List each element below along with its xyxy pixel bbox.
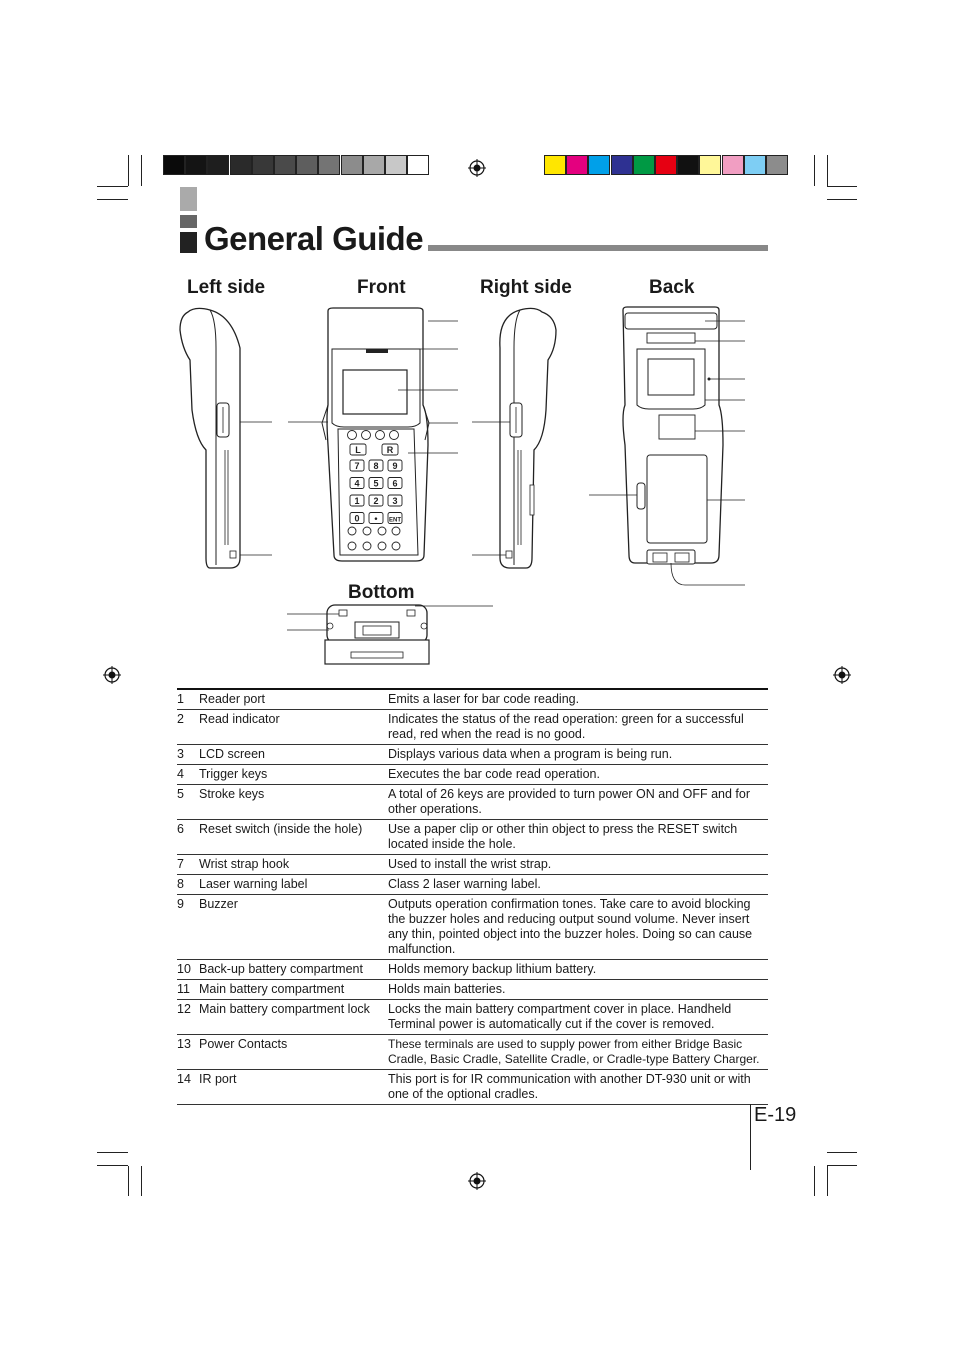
back-view-illustration	[585, 305, 750, 590]
part-description: Holds memory backup lithium battery.	[388, 962, 597, 976]
part-number: 8	[177, 877, 184, 891]
parts-row	[177, 785, 768, 820]
color-swatch	[766, 155, 788, 175]
keypad-key-label: •	[374, 513, 378, 524]
part-description: Used to install the wrist strap.	[388, 857, 552, 871]
keypad-key-label: 9	[392, 461, 398, 471]
gray-swatch	[407, 155, 429, 175]
part-name: Read indicator	[199, 712, 280, 726]
part-name: Reader port	[199, 692, 266, 706]
parts-row	[177, 765, 768, 785]
color-swatch	[588, 155, 610, 175]
part-name: Trigger keys	[199, 767, 268, 781]
bottom-view-illustration	[285, 600, 497, 670]
gray-swatch	[230, 155, 252, 175]
parts-row	[177, 960, 768, 980]
parts-row	[177, 689, 768, 710]
part-name: Reset switch (inside the hole)	[199, 822, 363, 836]
part-number: 10	[177, 962, 191, 976]
part-number: 2	[177, 712, 184, 726]
part-description: This port is for IR communication with another DT-930 unit or with one of the optional cradles.	[388, 1072, 751, 1101]
part-name: Laser warning label	[199, 877, 308, 891]
parts-row	[177, 980, 768, 1000]
part-description: Holds main batteries.	[388, 982, 506, 996]
part-description: Class 2 laser warning label.	[388, 877, 541, 891]
keypad-key-label: 0	[354, 513, 360, 524]
view-label-bottom: Bottom	[348, 582, 415, 603]
part-number: 5	[177, 787, 184, 801]
gray-swatch	[207, 155, 229, 175]
part-description: Executes the bar code read operation.	[388, 767, 600, 781]
keypad-key-label: 8	[373, 461, 379, 471]
parts-row	[177, 855, 768, 875]
color-swatch	[633, 155, 655, 175]
keypad-key-label: 3	[392, 496, 398, 506]
part-description: Locks the main battery compartment cover in place. Handheld Terminal power is automatically cut if the cover is removed.	[388, 1002, 732, 1031]
color-swatch	[677, 155, 699, 175]
part-number: 14	[177, 1072, 191, 1086]
parts-row	[177, 745, 768, 765]
view-label-back: Back	[649, 277, 695, 298]
registration-mark-top	[468, 159, 486, 177]
part-description: A total of 26 keys are provided to turn power ON and OFF and for other operations.	[388, 787, 750, 816]
parts-table	[177, 688, 768, 1105]
part-number: 1	[177, 692, 184, 706]
page-number-rule	[750, 1104, 751, 1170]
part-description: Use a paper clip or other thin object to press the RESET switch located inside the hole.	[388, 822, 738, 851]
gray-swatch	[296, 155, 318, 175]
keypad-key-label: 7	[354, 461, 360, 471]
parts-row	[177, 1000, 768, 1035]
part-name: Main battery compartment	[199, 982, 345, 996]
gray-swatch	[385, 155, 407, 175]
parts-row	[177, 1070, 768, 1105]
keypad-key-label: 2	[373, 496, 379, 506]
page-number: E-19	[754, 1104, 797, 1126]
part-name: Main battery compartment lock	[199, 1002, 370, 1016]
part-description: These terminals are used to supply power from either Bridge Basic Cradle, Basic Cradle, Satellite Cradle, or Cradle-type Battery Charger.	[388, 1037, 760, 1066]
parts-row	[177, 820, 768, 855]
view-label-left-side: Left side	[187, 277, 266, 298]
parts-row	[177, 710, 768, 745]
color-swatch	[699, 155, 721, 175]
keypad-key-label: R	[386, 445, 394, 455]
part-number: 13	[177, 1037, 191, 1051]
title-rule	[428, 245, 768, 251]
part-number: 7	[177, 857, 184, 871]
color-swatch	[566, 155, 588, 175]
color-swatch	[744, 155, 766, 175]
color-swatch	[722, 155, 744, 175]
color-swatch	[544, 155, 566, 175]
keypad-key-label: 5	[373, 478, 379, 489]
color-swatch	[655, 155, 677, 175]
parts-row	[177, 875, 768, 895]
registration-mark-right	[833, 666, 851, 684]
part-description: Emits a laser for bar code reading.	[388, 692, 580, 706]
part-name: Power Contacts	[199, 1037, 288, 1051]
view-label-front: Front	[357, 277, 406, 298]
part-number: 4	[177, 767, 184, 781]
part-number: 3	[177, 747, 184, 761]
gray-swatch	[163, 155, 185, 175]
part-name: Back-up battery compartment	[199, 962, 363, 976]
page-title: General Guide	[204, 220, 424, 257]
part-number: 6	[177, 822, 184, 836]
left-side-view-illustration	[170, 300, 280, 575]
part-name: Stroke keys	[199, 787, 265, 801]
parts-row	[177, 895, 768, 960]
view-label-right-side: Right side	[480, 277, 572, 298]
parts-row	[177, 1035, 768, 1070]
gray-swatch	[252, 155, 274, 175]
keypad-key-label: L	[355, 445, 361, 455]
gray-swatch	[318, 155, 340, 175]
part-name: IR port	[199, 1072, 237, 1086]
front-view-illustration	[288, 305, 460, 565]
keypad-key-label: ENT	[389, 517, 401, 524]
right-side-view-illustration	[470, 300, 560, 575]
gray-swatch	[274, 155, 296, 175]
gray-swatch	[363, 155, 385, 175]
keypad-key-label: 4	[354, 478, 360, 489]
part-name: LCD screen	[199, 747, 265, 761]
part-description: Indicates the status of the read operation: green for a successful read, red when the read is no good.	[388, 712, 744, 741]
keypad-key-label: 1	[354, 496, 360, 506]
color-swatch	[611, 155, 633, 175]
part-description: Displays various data when a program is being run.	[388, 747, 673, 761]
part-name: Wrist strap hook	[199, 857, 290, 871]
part-number: 12	[177, 1002, 191, 1016]
part-number: 11	[177, 982, 190, 996]
part-number: 9	[177, 897, 184, 911]
part-description: Outputs operation confirmation tones. Take care to avoid blocking the buzzer holes and reducing output sound volume. Never insert any thin, pointed object into the buzzer holes. Doing so can cause malfunction.	[388, 897, 753, 956]
gray-swatch	[341, 155, 363, 175]
registration-mark-bottom	[468, 1172, 486, 1190]
registration-mark-left	[103, 666, 121, 684]
part-name: Buzzer	[199, 897, 238, 911]
gray-swatch	[185, 155, 207, 175]
keypad-key-label: 6	[392, 478, 398, 489]
